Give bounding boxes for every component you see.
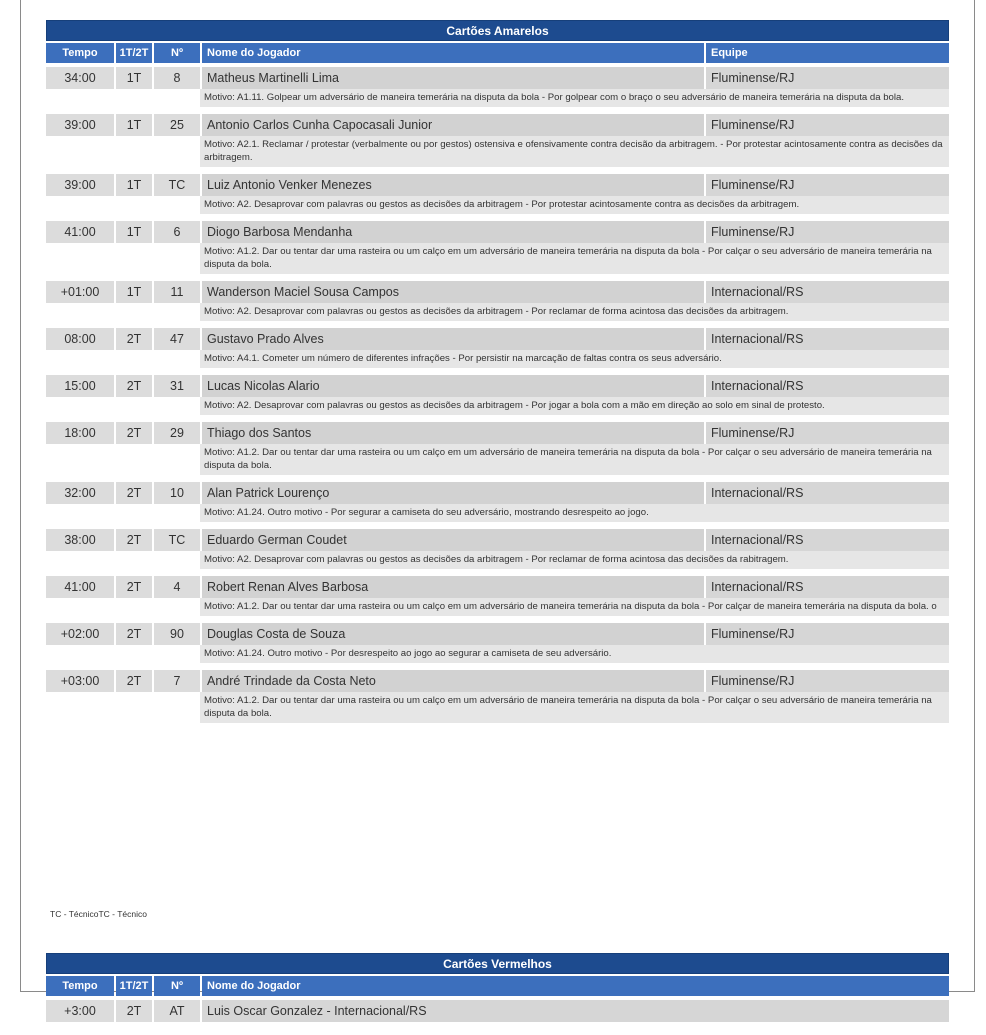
player-number: 4 bbox=[154, 576, 200, 598]
reason-row bbox=[46, 303, 949, 321]
player-number: 11 bbox=[154, 281, 200, 303]
card-reason: Motivo: A2.1. Reclamar / protestar (verbalmente ou por gestos) ostensiva e ofensivamente contra decisão da arbitragem. - Por protestar acintosamente contra as decisões da arbitragem. bbox=[200, 136, 949, 167]
player-number: 6 bbox=[154, 221, 200, 243]
reason-indent bbox=[46, 350, 200, 368]
player-name: Eduardo German Coudet bbox=[202, 529, 704, 551]
player-name: Luis Oscar Gonzalez - Internacional/RS bbox=[202, 1000, 949, 1022]
header-number: Nº bbox=[154, 976, 200, 996]
player-name: André Trindade da Costa Neto bbox=[202, 670, 704, 692]
yellow-card-entry bbox=[46, 221, 949, 274]
player-number: TC bbox=[154, 529, 200, 551]
yellow-cards-header bbox=[46, 43, 949, 63]
reason-row bbox=[46, 196, 949, 214]
red-card-entry bbox=[46, 1000, 949, 1022]
player-team: Internacional/RS bbox=[706, 328, 949, 350]
card-half: 2T bbox=[116, 482, 152, 504]
header-number: Nº bbox=[154, 43, 200, 63]
card-half: 2T bbox=[116, 623, 152, 645]
table-row bbox=[46, 221, 949, 243]
card-reason: Motivo: A4.1. Cometer um número de diferentes infrações - Por persistir na marcação de faltas contra os seus adversário. bbox=[200, 350, 949, 368]
table-row bbox=[46, 422, 949, 444]
reason-indent bbox=[46, 303, 200, 321]
player-name: Diogo Barbosa Mendanha bbox=[202, 221, 704, 243]
card-time: 39:00 bbox=[46, 114, 114, 136]
card-time: 18:00 bbox=[46, 422, 114, 444]
card-time: 34:00 bbox=[46, 67, 114, 89]
card-reason: Motivo: A2. Desaprovar com palavras ou gestos as decisões da arbitragem - Por protestar acintosamente contra as decisões da arbitragem. bbox=[200, 196, 949, 214]
player-name: Thiago dos Santos bbox=[202, 422, 704, 444]
player-team: Fluminense/RJ bbox=[706, 623, 949, 645]
player-name: Lucas Nicolas Alario bbox=[202, 375, 704, 397]
player-name: Wanderson Maciel Sousa Campos bbox=[202, 281, 704, 303]
player-team: Fluminense/RJ bbox=[706, 670, 949, 692]
reason-row bbox=[46, 598, 949, 616]
card-half: 1T bbox=[116, 174, 152, 196]
player-number: 8 bbox=[154, 67, 200, 89]
yellow-card-entry bbox=[46, 174, 949, 214]
player-team: Internacional/RS bbox=[706, 281, 949, 303]
reason-row bbox=[46, 397, 949, 415]
player-number: 29 bbox=[154, 422, 200, 444]
player-number: 31 bbox=[154, 375, 200, 397]
reason-indent bbox=[46, 692, 200, 723]
reason-indent bbox=[46, 136, 200, 167]
table-row bbox=[46, 529, 949, 551]
reason-indent bbox=[46, 397, 200, 415]
header-half: 1T/2T bbox=[116, 976, 152, 996]
card-half: 2T bbox=[116, 529, 152, 551]
card-time: 38:00 bbox=[46, 529, 114, 551]
card-reason: Motivo: A2. Desaprovar com palavras ou gestos as decisões da arbitragem - Por jogar a bola com a mão em direção ao solo em sinal de protesto. bbox=[200, 397, 949, 415]
player-team: Fluminense/RJ bbox=[706, 67, 949, 89]
card-half: 1T bbox=[116, 281, 152, 303]
card-half: 2T bbox=[116, 576, 152, 598]
header-player-name: Nome do Jogador bbox=[202, 43, 704, 63]
player-team: Fluminense/RJ bbox=[706, 422, 949, 444]
table-row bbox=[46, 670, 949, 692]
reason-row bbox=[46, 350, 949, 368]
card-half: 1T bbox=[116, 67, 152, 89]
player-name: Alan Patrick Lourenço bbox=[202, 482, 704, 504]
card-time: +03:00 bbox=[46, 670, 114, 692]
card-half: 1T bbox=[116, 114, 152, 136]
reason-indent bbox=[46, 551, 200, 569]
yellow-card-entry bbox=[46, 422, 949, 475]
header-tempo: Tempo bbox=[46, 976, 114, 996]
card-half: 2T bbox=[116, 1000, 152, 1022]
card-time: 41:00 bbox=[46, 221, 114, 243]
player-number: 25 bbox=[154, 114, 200, 136]
player-number: AT bbox=[154, 1000, 200, 1022]
card-reason: Motivo: A1.24. Outro motivo - Por desrespeito ao jogo ao segurar a camiseta de seu adversário. bbox=[200, 645, 949, 663]
reason-row bbox=[46, 444, 949, 475]
table-row bbox=[46, 623, 949, 645]
yellow-cards-section bbox=[46, 20, 949, 723]
reason-indent bbox=[46, 243, 200, 274]
card-half: 2T bbox=[116, 375, 152, 397]
player-team: Fluminense/RJ bbox=[706, 221, 949, 243]
player-name: Luiz Antonio Venker Menezes bbox=[202, 174, 704, 196]
player-number: 10 bbox=[154, 482, 200, 504]
player-name: Antonio Carlos Cunha Capocasali Junior bbox=[202, 114, 704, 136]
reason-row bbox=[46, 89, 949, 107]
yellow-cards-list bbox=[46, 67, 949, 723]
card-reason: Motivo: A2. Desaprovar com palavras ou gestos as decisões da arbitragem - Por reclamar de forma acintosa das decisões da rabitragem. bbox=[200, 551, 949, 569]
table-row bbox=[46, 1000, 949, 1022]
reason-indent bbox=[46, 598, 200, 616]
yellow-card-entry bbox=[46, 623, 949, 663]
table-row bbox=[46, 174, 949, 196]
card-half: 2T bbox=[116, 328, 152, 350]
player-team: Internacional/RS bbox=[706, 482, 949, 504]
card-time: 08:00 bbox=[46, 328, 114, 350]
table-row bbox=[46, 482, 949, 504]
player-team: Fluminense/RJ bbox=[706, 114, 949, 136]
card-reason: Motivo: A1.11. Golpear um adversário de maneira temerária na disputa da bola - Por golpear com o braço o seu adversário de maneira temerária na disputa da bola. bbox=[200, 89, 949, 107]
player-number: TC bbox=[154, 174, 200, 196]
reason-row bbox=[46, 136, 949, 167]
table-row bbox=[46, 576, 949, 598]
yellow-card-entry bbox=[46, 482, 949, 522]
player-team: Internacional/RS bbox=[706, 529, 949, 551]
player-name: Gustavo Prado Alves bbox=[202, 328, 704, 350]
card-half: 2T bbox=[116, 670, 152, 692]
yellow-cards-title: Cartões Amarelos bbox=[46, 20, 949, 41]
reason-indent bbox=[46, 645, 200, 663]
reason-indent bbox=[46, 504, 200, 522]
card-reason: Motivo: A1.2. Dar ou tentar dar uma rasteira ou um calço em um adversário de maneira temerária na disputa da bola - Por calçar o seu adversário de maneira temerária na disputa da bola. bbox=[200, 444, 949, 475]
reason-row bbox=[46, 243, 949, 274]
header-team: Equipe bbox=[706, 43, 949, 63]
header-player-name: Nome do Jogador bbox=[202, 976, 949, 996]
card-reason: Motivo: A2. Desaprovar com palavras ou gestos as decisões da arbitragem - Por reclamar de forma acintosa das decisões da arbitragem. bbox=[200, 303, 949, 321]
yellow-card-entry bbox=[46, 114, 949, 167]
player-number: 47 bbox=[154, 328, 200, 350]
card-reason: Motivo: A1.2. Dar ou tentar dar uma rasteira ou um calço em um adversário de maneira temerária na disputa da bola - Por calçar o seu adversário de maneira temerária na disputa da bola. bbox=[200, 243, 949, 274]
card-time: +01:00 bbox=[46, 281, 114, 303]
reason-row bbox=[46, 692, 949, 723]
yellow-card-entry bbox=[46, 67, 949, 107]
yellow-card-entry bbox=[46, 281, 949, 321]
header-tempo: Tempo bbox=[46, 43, 114, 63]
player-name: Matheus Martinelli Lima bbox=[202, 67, 704, 89]
player-team: Internacional/RS bbox=[706, 375, 949, 397]
player-number: 7 bbox=[154, 670, 200, 692]
card-time: +3:00 bbox=[46, 1000, 114, 1022]
table-row bbox=[46, 375, 949, 397]
table-row bbox=[46, 328, 949, 350]
card-reason: Motivo: A1.24. Outro motivo - Por segurar a camiseta do seu adversário, mostrando desrespeito ao jogo. bbox=[200, 504, 949, 522]
yellow-card-entry bbox=[46, 576, 949, 616]
yellow-card-entry bbox=[46, 375, 949, 415]
player-name: Robert Renan Alves Barbosa bbox=[202, 576, 704, 598]
yellow-card-entry bbox=[46, 328, 949, 368]
footnote: TC - TécnicoTC - Técnico bbox=[50, 909, 147, 919]
yellow-card-entry bbox=[46, 529, 949, 569]
table-row bbox=[46, 281, 949, 303]
player-name: Douglas Costa de Souza bbox=[202, 623, 704, 645]
card-half: 2T bbox=[116, 422, 152, 444]
card-reason: Motivo: A1.2. Dar ou tentar dar uma rasteira ou um calço em um adversário de maneira temerária na disputa da bola - Por calçar de maneira temerária na disputa da bola. o bbox=[200, 598, 949, 616]
reason-row bbox=[46, 645, 949, 663]
reason-indent bbox=[46, 89, 200, 107]
red-cards-title: Cartões Vermelhos bbox=[46, 953, 949, 974]
card-time: 32:00 bbox=[46, 482, 114, 504]
red-cards-header bbox=[46, 976, 949, 996]
player-team: Internacional/RS bbox=[706, 576, 949, 598]
card-time: 15:00 bbox=[46, 375, 114, 397]
table-row bbox=[46, 67, 949, 89]
card-time: 41:00 bbox=[46, 576, 114, 598]
header-half: 1T/2T bbox=[116, 43, 152, 63]
table-row bbox=[46, 114, 949, 136]
card-reason: Motivo: A1.2. Dar ou tentar dar uma rasteira ou um calço em um adversário de maneira temerária na disputa da bola - Por calçar o seu adversário de maneira temerária na disputa da bola. bbox=[200, 692, 949, 723]
reason-indent bbox=[46, 196, 200, 214]
yellow-card-entry bbox=[46, 670, 949, 723]
reason-row bbox=[46, 504, 949, 522]
red-cards-section bbox=[46, 953, 949, 1022]
red-cards-list bbox=[46, 1000, 949, 1022]
player-team: Fluminense/RJ bbox=[706, 174, 949, 196]
card-half: 1T bbox=[116, 221, 152, 243]
card-time: +02:00 bbox=[46, 623, 114, 645]
reason-indent bbox=[46, 444, 200, 475]
player-number: 90 bbox=[154, 623, 200, 645]
card-time: 39:00 bbox=[46, 174, 114, 196]
reason-row bbox=[46, 551, 949, 569]
